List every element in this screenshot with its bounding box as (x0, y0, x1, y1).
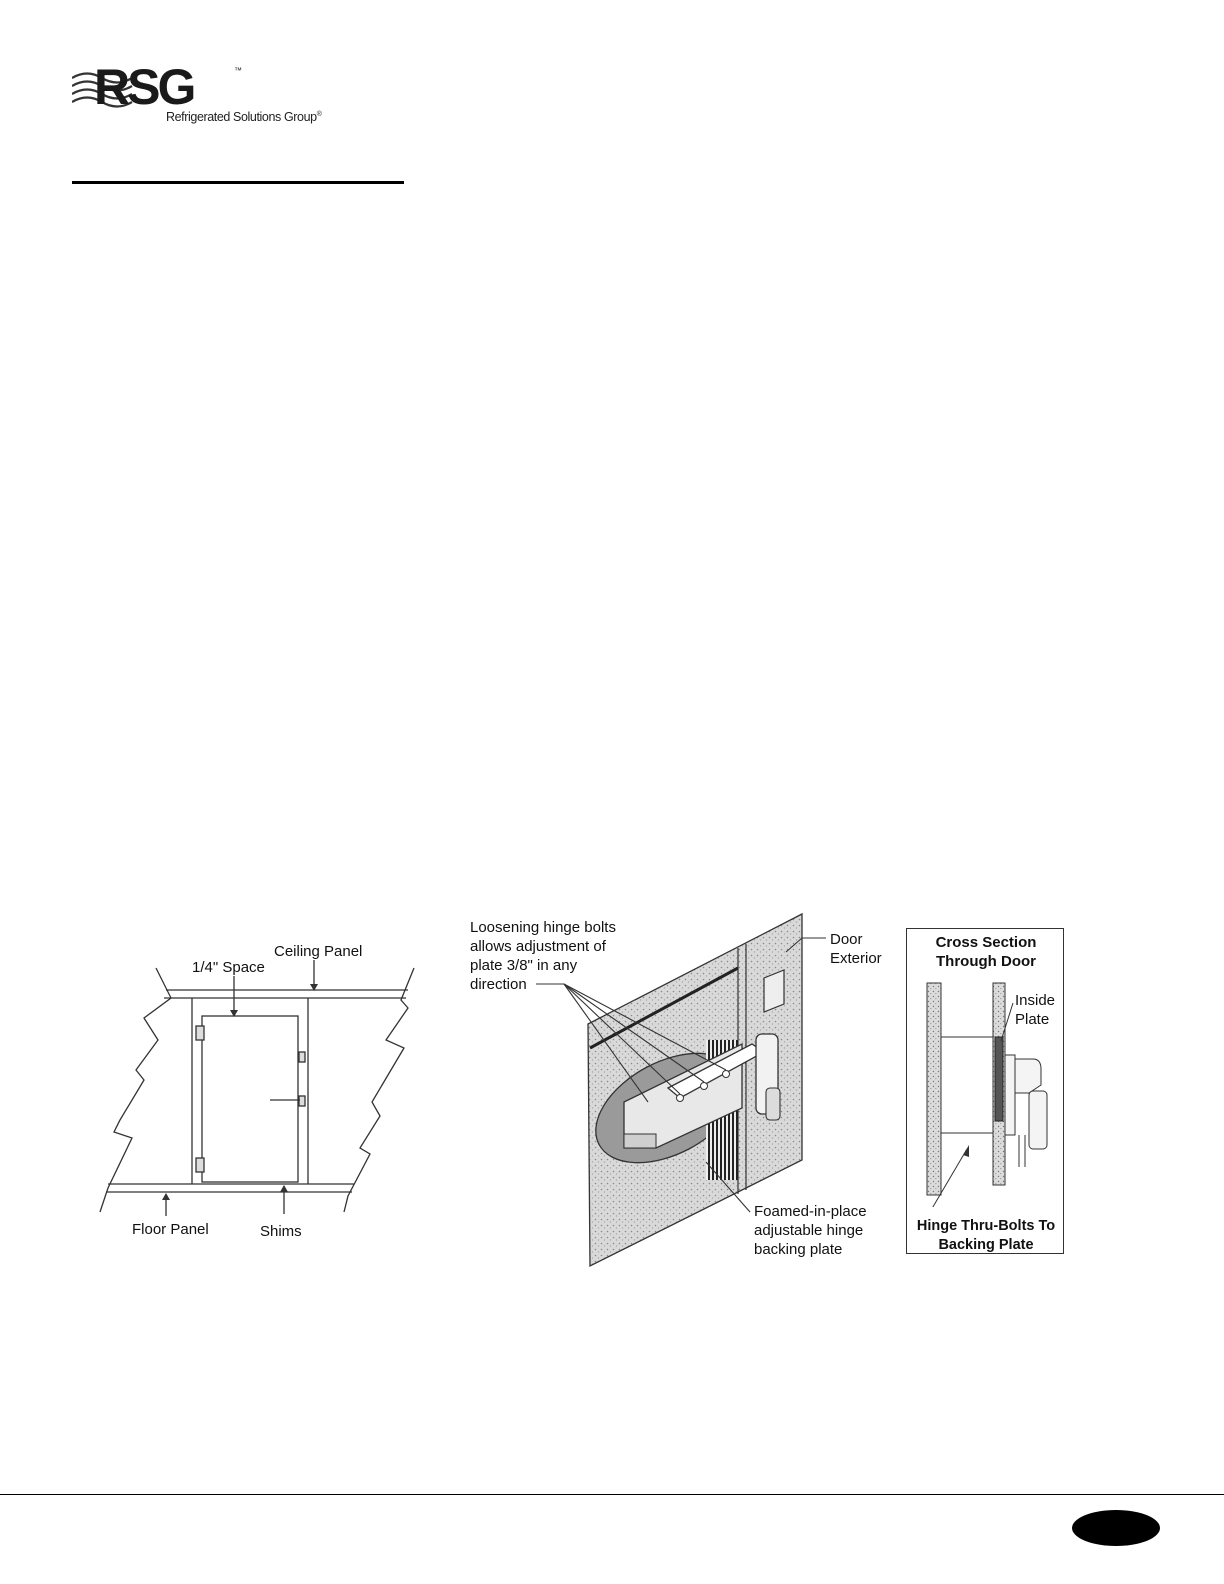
floor-panel-label: Floor Panel (132, 1221, 209, 1238)
inside-plate-label-2: Plate (1015, 1011, 1050, 1028)
rsg-logo (72, 59, 322, 136)
cross-section-title-2: Through Door (936, 953, 1036, 970)
cross-section-title-1: Cross Section (935, 934, 1037, 951)
figure-hinge-plate (468, 912, 908, 1270)
logo-tm: ™ (234, 66, 242, 75)
hinge-bolts-label-2: allows adjustment of (470, 938, 606, 955)
hinge-bolts-label-4: direction (470, 976, 527, 993)
logo-tagline: Refrigerated Solutions Group® (166, 110, 322, 124)
door-exterior-label-1: Door (830, 931, 863, 948)
ceiling-panel-label: Ceiling Panel (274, 943, 363, 960)
cross-section-caption-2: Backing Plate (938, 1237, 1034, 1253)
foamed-label-2: adjustable hinge (754, 1222, 864, 1239)
door-frame-drawing (96, 930, 436, 1260)
foamed-label-1: Foamed-in-place (754, 1203, 867, 1220)
shims-label: Shims (260, 1223, 302, 1240)
space-label: 1/4" Space (192, 959, 265, 976)
logo-word: RSG (94, 59, 194, 115)
cross-section-caption-1: Hinge Thru-Bolts To (916, 1218, 1056, 1234)
hinge-bolts-label-1: Loosening hinge bolts (470, 919, 616, 936)
figure-door-frame (96, 930, 436, 1260)
inside-plate-label-1: Inside (1015, 992, 1056, 1009)
page-number-oval (1072, 1510, 1160, 1546)
footer-rule (0, 1494, 1224, 1495)
figure-cross-section (906, 928, 1064, 1254)
header-rule (72, 181, 404, 184)
foamed-label-3: backing plate (754, 1241, 843, 1258)
hinge-bolts-label-3: plate 3/8" in any (470, 957, 578, 974)
door-exterior-label-2: Exterior (830, 950, 882, 967)
